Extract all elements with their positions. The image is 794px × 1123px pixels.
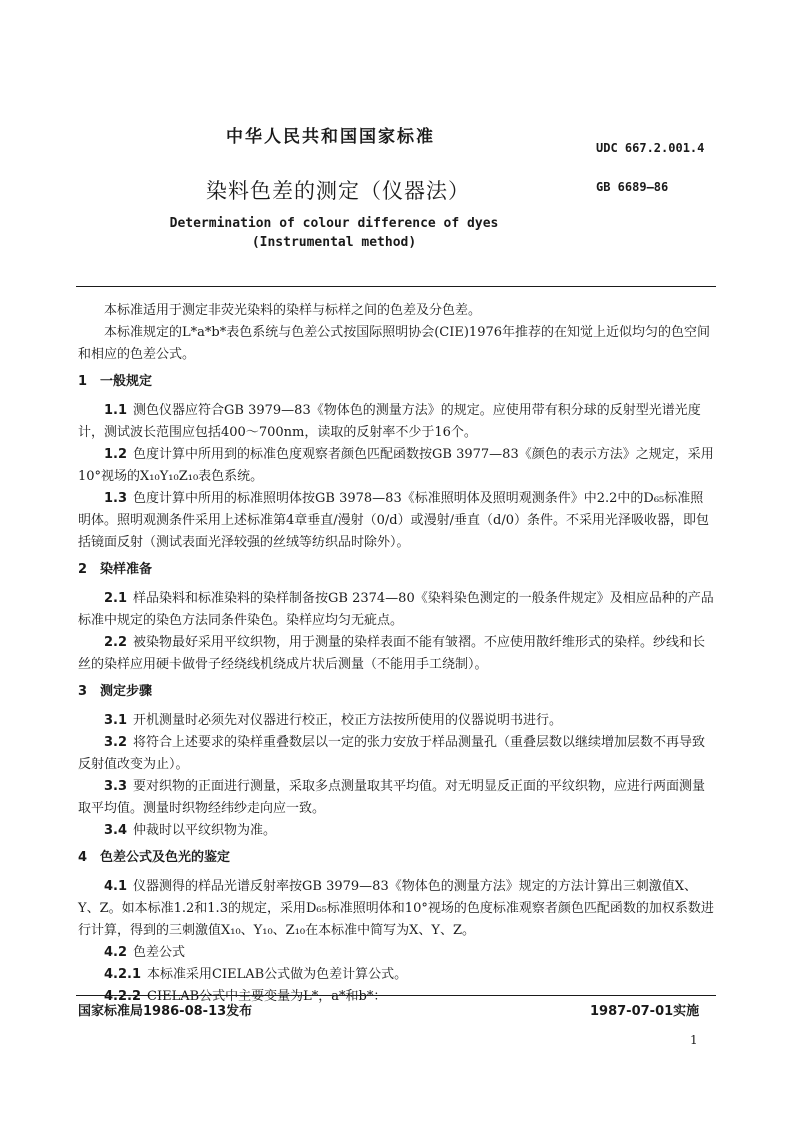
clause-number: 4.1 <box>104 879 128 894</box>
clause-number: 2.2 <box>104 635 128 650</box>
clause-text: 要对织物的正面进行测量，采取多点测量取其平均值。对无明显反正面的平纹织物，应进行两面测量取平均值。测量时织物经纬纱走向应一致。 <box>78 779 706 816</box>
intro-paragraph: 本标准适用于测定非荧光染料的染样与标样之间的色差及分色差。 <box>104 303 482 318</box>
clause-paragraph <box>78 632 714 676</box>
clause-paragraph <box>78 588 714 632</box>
udc-code: UDC 667.2.001.4 <box>596 141 705 155</box>
section-heading: 3 测定步骤 <box>78 684 153 699</box>
clause-text: 色差公式 <box>133 945 186 960</box>
clause-number: 3.1 <box>104 713 128 728</box>
section-heading: 1 一般规定 <box>78 374 153 389</box>
clause-number: 2.1 <box>104 591 128 606</box>
clause-paragraph <box>78 942 714 964</box>
clause-paragraph <box>78 964 714 986</box>
effective-date: 1987-07-01实施 <box>590 1004 700 1019</box>
section-heading: 2 染样准备 <box>78 562 153 577</box>
clause-paragraph <box>78 444 714 488</box>
clause-text: CIELAB公式中主要变量为L*，a*和b*： <box>147 989 387 1004</box>
clause-paragraph <box>78 732 714 776</box>
clause-paragraph <box>78 710 714 732</box>
english-title-line-2: (Instrumental method) <box>251 235 417 250</box>
clause-text: 本标准采用CIELAB公式做为色差计算公式。 <box>147 967 408 982</box>
clause-number: 3.3 <box>104 779 128 794</box>
clause-number: 1.2 <box>104 447 128 462</box>
clause-number: 4.2.2 <box>104 989 142 1004</box>
clause-number: 3.2 <box>104 735 128 750</box>
clause-text: 开机测量时必须先对仪器进行校正，校正方法按所使用的仪器说明书进行。 <box>133 713 563 728</box>
page-number: 1 <box>690 1033 698 1047</box>
clause-paragraph <box>78 400 714 444</box>
document-body <box>78 300 714 1008</box>
clause-paragraph <box>78 776 714 820</box>
clause-text: 样品染料和标准染料的染样制备按GB 2374—80《染料染色测定的一般条件规定》及相应品种的产品标准中规定的染色方法同条件染色。染样应均匀无疵点。 <box>78 591 714 628</box>
clause-paragraph <box>78 488 714 554</box>
document-title: 染料色差的测定（仪器法） <box>206 179 470 203</box>
clause-text: 测色仪器应符合GB 3979—83《物体色的测量方法》的规定。应使用带有积分球的反射型光谱光度计，测试波长范围应包括400～700nm，读取的反射率不少于16个。 <box>78 403 701 440</box>
clause-text: 色度计算中所用到的标准色度观察者颜色匹配函数按GB 3977—83《颜色的表示方法》之规定，采用10°视场的X₁₀Y₁₀Z₁₀表色系统。 <box>78 447 714 484</box>
english-title-line-1: Determination of colour difference of dyes <box>169 216 499 231</box>
clause-text: 色度计算中所用的标准照明体按GB 3978—83《标准照明体及照明观测条件》中2.2中的D₆₅标准照明体。照明观测条件采用上述标准第4章垂直/漫射（0/d）或漫射/垂直（d/0）条件。不采用光泽吸收器，即包括镜面反射（测试表面光泽较强的丝绒等纺织品时除外）。 <box>78 491 709 550</box>
clause-text: 仪器测得的样品光谱反射率按GB 3979—83《物体色的测量方法》规定的方法计算出三刺激值X、Y、Z。如本标准1.2和1.3的规定，采用D₆₅标准照明体和10°视场的色度标准观察者颜色匹配函数的加权系数进行计算，得到的三刺激值X₁₀、Y₁₀、Z₁₀在本标准中简写为X、Y、Z。 <box>78 879 714 938</box>
clause-text: 仲裁时以平纹织物为准。 <box>133 823 277 838</box>
clause-text: 将符合上述要求的染样重叠数层以一定的张力安放于样品测量孔（重叠层数以继续增加层数不再导致反射值改变为止）。 <box>78 735 706 772</box>
clause-number: 1.1 <box>104 403 128 418</box>
clause-text: 被染物最好采用平纹织物，用于测量的染样表面不能有皱褶。不应使用散纤维形式的染样。纱线和长丝的染样应用硬卡做骨子经绕线机绕成片状后测量（不能用手工绕制）。 <box>78 635 706 672</box>
clause-number: 3.4 <box>104 823 128 838</box>
clause-paragraph <box>78 876 714 942</box>
header-divider <box>76 286 716 287</box>
issue-date: 国家标准局1986-08-13发布 <box>78 1004 253 1019</box>
national-standard-label: 中华人民共和国国家标准 <box>226 127 435 147</box>
clause-paragraph <box>78 820 714 842</box>
clause-number: 1.3 <box>104 491 128 506</box>
clause-number: 4.2 <box>104 945 128 960</box>
section-heading: 4 色差公式及色光的鉴定 <box>78 850 231 865</box>
footer-divider <box>76 995 716 996</box>
intro-paragraph: 本标准规定的L*a*b*表色系统与色差公式按国际照明协会(CIE)1976年推荐的在知觉上近似均匀的色空间和相应的色差公式。 <box>78 325 711 362</box>
gb-number: GB 6689—86 <box>596 180 669 194</box>
clause-number: 4.2.1 <box>104 967 142 982</box>
